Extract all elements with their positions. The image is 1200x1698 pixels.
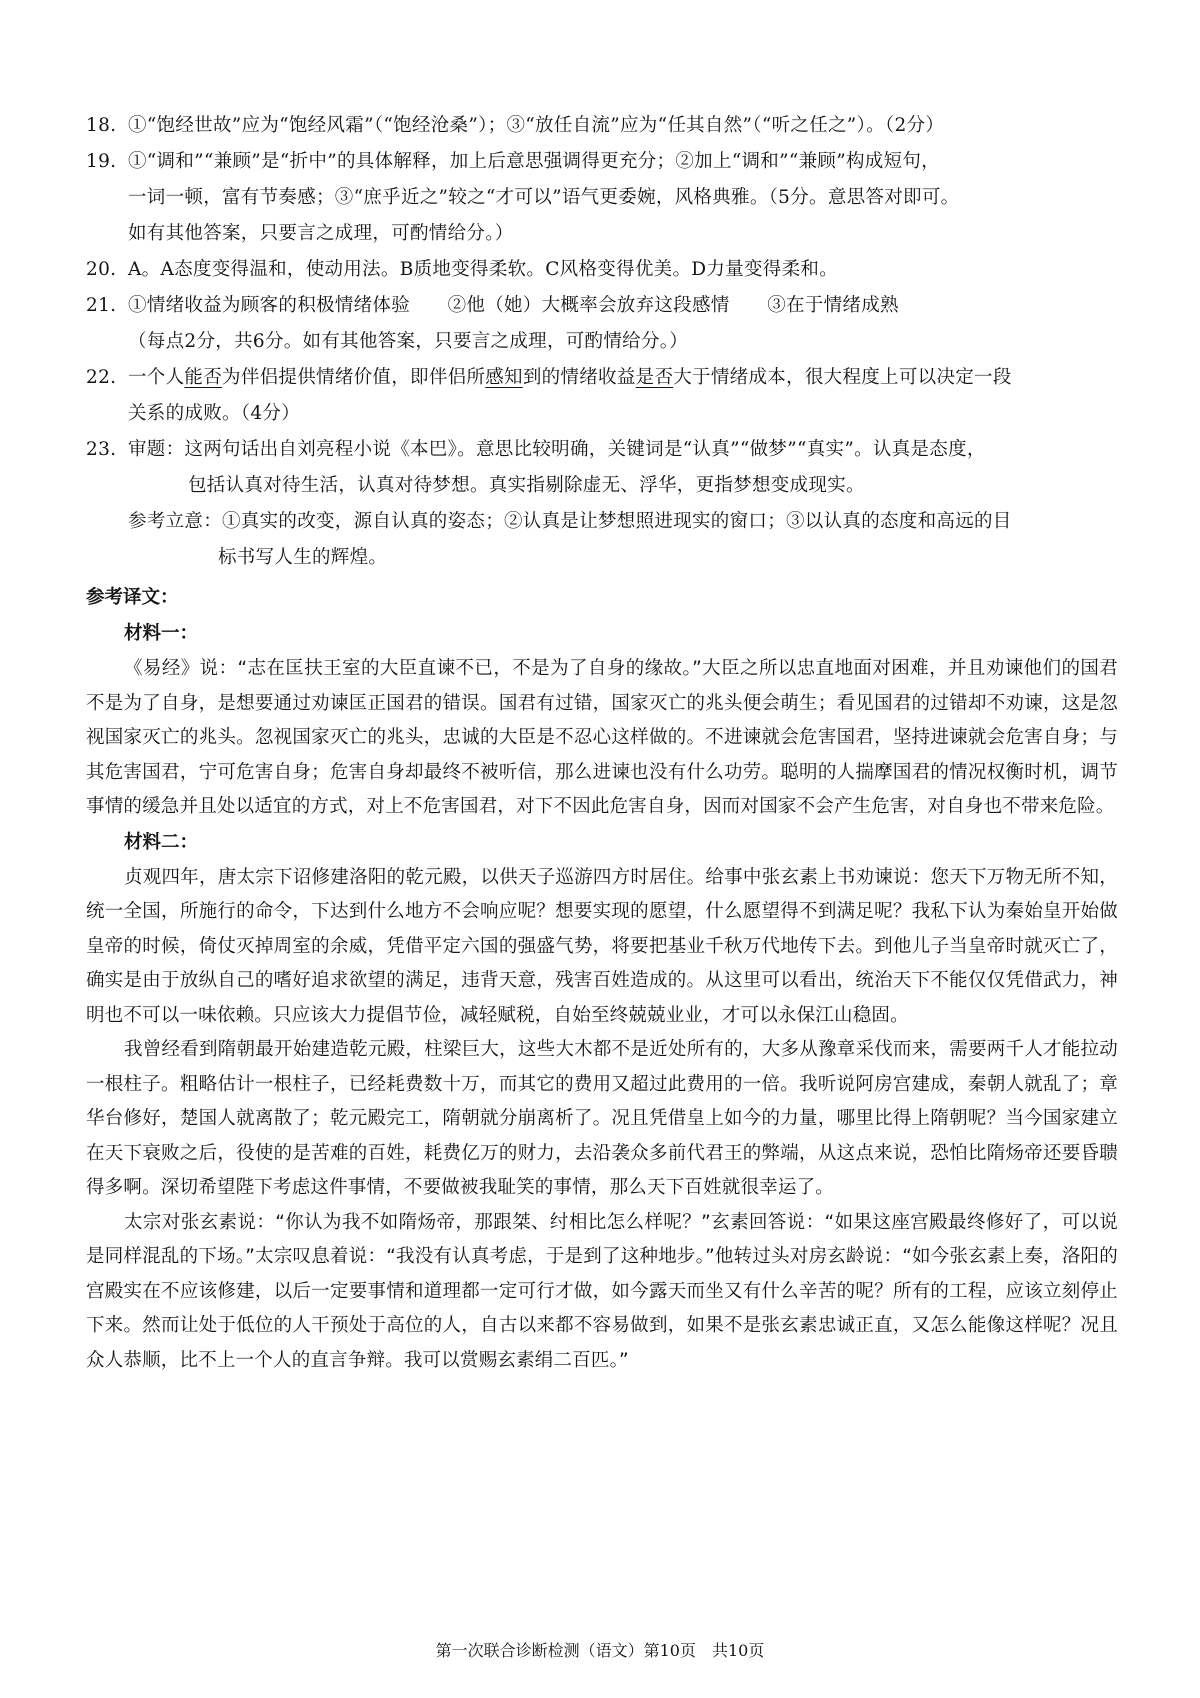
answer-text: 如有其他答案，只要言之成理，可酌情给分。）: [128, 223, 514, 244]
answer-text: 审题：这两句话出自刘亮程小说《本巴》。意思比较明确，关键词是“认真”“做梦”“真实”。认真是态度，: [128, 439, 986, 460]
material-two-paragraph-3: 太宗对张玄素说：“你认为我不如隋炀帝，那跟桀、纣相比怎么样呢？”玄素回答说：“如果这座宫殿最终修好了，可以说是同样混乱的下场。”太宗叹息着说：“我没有认真考虑，于是到了这种地步。”他转过头对房玄龄说：“如今张玄素上奏，洛阳的宫殿实在不应该修建，以后一定要事情和道理都一定可行才做，如今露天而坐又有什么辛苦的呢？所有的工程，应该立刻停止下来。然而让处于低位的人干预处于高位的人，自古以来都不容易做到，如果不是张玄素忠诚正直，又怎么能像这样呢？况且众人恭顺，比不上一个人的直言争辩。我可以赏赐玄素绢二百匹。”: [86, 1211, 1118, 1371]
answer-number: 18.: [86, 115, 117, 136]
answer-22: [86, 360, 1118, 432]
answer-number: 23.: [86, 439, 117, 460]
answer-19: [86, 144, 1118, 252]
answer-20: [86, 252, 1118, 288]
material-two-title: 材料二：: [124, 831, 199, 853]
answer-text: 标书写人生的辉煌。: [218, 547, 388, 568]
underlined-word: 能否: [184, 367, 223, 388]
answer-text: [128, 360, 1118, 396]
answer-23: [86, 432, 1118, 576]
material-one-paragraph: 《易经》说：“志在匡扶王室的大臣直谏不已，不是为了自身的缘故。”大臣之所以忠直地面对困难，并且劝谏他们的国君不是为了自身，是想要通过劝谏匡正国君的错误。国君有过错，国家灭亡的兆头便会萌生；看见国君的过错却不劝谏，这是忽视国家灭亡的兆头。忽视国家灭亡的兆头，忠诚的大臣是不忍心这样做的。不进谏就会危害国君，坚持进谏就会危害自身；与其危害国君，宁可危害自身；危害自身却最终不被听信，那么进谏也没有什么功劳。聪明的人揣摩国君的情况权衡时机，调节事情的缓急并且处以适宜的方式，对上不危害国君，对下不因此危害自身，因而对国家不会产生危害，对自身也不带来危险。: [86, 658, 1118, 817]
answer-18: [86, 108, 1118, 144]
material-two-paragraph-1: 贞观四年，唐太宗下诏修建洛阳的乾元殿，以供天子巡游四方时居住。给事中张玄素上书劝谏说：您天下万物无所不知，统一全国，所施行的命令，下达到什么地方不会响应呢？想要实现的愿望，什么愿望得不到满足呢？我私下认为秦始皇开始做皇帝的时候，倚仗灭掉周室的余威，凭借平定六国的强盛气势，将要把基业千秋万代地传下去。到他儿子当皇帝时就灭亡了，确实是由于放纵自己的嗜好追求欲望的满足，违背天意，残害百姓造成的。从这里可以看出，统治天下不能仅仅凭借武力，神明也不可以一味依赖。只应该大力提倡节俭，减轻赋税，自始至终兢兢业业，才可以永保江山稳固。: [86, 866, 1118, 1026]
material-one-title: 材料一：: [124, 623, 199, 644]
answer-21: [86, 288, 1118, 360]
page-footer: 第一次联合诊断检测（语文）第10页 共10页: [435, 1641, 765, 1660]
answer-number: 20.: [86, 259, 117, 280]
translation-heading: 参考译文：: [86, 587, 179, 608]
answer-text: ①“饱经世故”应为“饱经风霜”（“饱经沧桑”）；③“放任自流”应为“任其自然”（“听之任之”）。（2分）: [128, 115, 945, 136]
answer-text-part: 为伴侣提供情绪价值，即伴侣所: [222, 367, 486, 388]
answer-number: 22.: [86, 367, 117, 388]
answer-number: 21.: [86, 295, 117, 316]
answer-text-part: 一个人: [128, 367, 185, 388]
answer-text: 一词一顿，富有节奏感；③“庶乎近之”较之“才可以”语气更委婉，风格典雅。（5分。意思答对即可。: [128, 187, 960, 208]
answer-text: 参考立意：①真实的改变，源自认真的姿态；②认真是让梦想照进现实的窗口；③以认真的态度和高远的目: [128, 511, 1012, 532]
answer-text-part: 到的情绪收益: [522, 367, 636, 388]
answer-text: ①“调和”“兼顾”是“折中”的具体解释，加上后意思强调得更充分；②加上“调和”“兼顾”构成短句，: [128, 151, 940, 172]
answer-text: 包括认真对待生活，认真对待梦想。真实指剔除虚无、浮华，更指梦想变成现实。: [188, 475, 865, 496]
underlined-word: 是否: [635, 367, 674, 388]
material-two-paragraph-2: 我曾经看到隋朝最开始建造乾元殿，柱梁巨大，这些大木都不是近处所有的，大多从豫章采伐而来，需要两千人才能拉动一根柱子。粗略估计一根柱子，已经耗费数十万，而其它的费用又超过此费用的一倍。我听说阿房宫建成，秦朝人就乱了；章华台修好，楚国人就离散了；乾元殿完工，隋朝就分崩离析了。况且凭借皇上如今的力量，哪里比得上隋朝呢？当今国家建立在天下衰败之后，役使的是苦难的百姓，耗费亿万的财力，去沿袭众多前代君王的弊端，从这点来说，恐怕比隋炀帝还要昏聩得多啊。深切希望陛下考虑这件事情，不要做被我耻笑的事情，那么天下百姓就很幸运了。: [86, 1039, 1118, 1198]
answer-text: A。A态度变得温和，使动用法。B质地变得柔软。C风格变得优美。D力量变得柔和。: [128, 259, 839, 280]
underlined-word: 感知: [485, 367, 523, 388]
answer-number: 19.: [86, 151, 117, 172]
answer-text-part: 大于情绪成本，很大程度上可以决定一段: [673, 367, 1012, 388]
answer-text: （每点2分，共6分。如有其他答案，只要言之成理，可酌情给分。）: [128, 331, 689, 352]
answer-text: 关系的成败。（4分）: [128, 403, 301, 424]
answer-text: ①情绪收益为顾客的积极情绪体验 ②他（她）大概率会放弃这段感情 ③在于情绪成熟: [128, 295, 899, 316]
